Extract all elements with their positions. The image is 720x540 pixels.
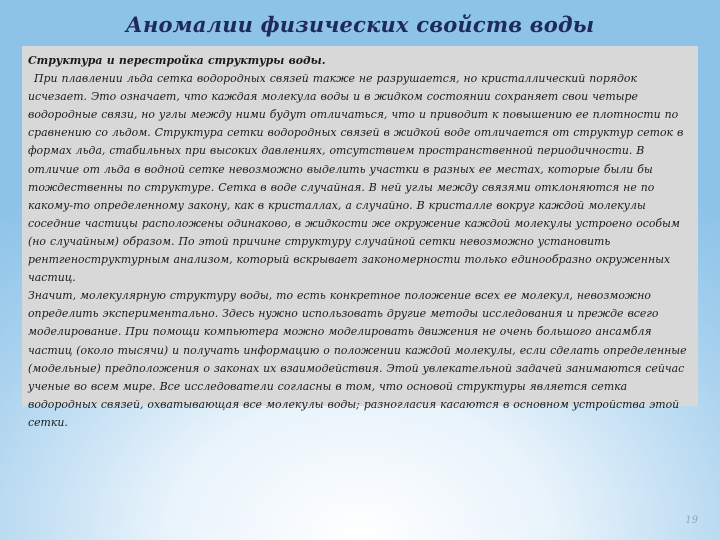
slide-title: Аномалии физических свойств воды xyxy=(125,12,595,37)
section-heading: Структура и перестройка структуры воды. xyxy=(28,54,326,67)
page-number: 19 xyxy=(685,515,698,526)
slide-body xyxy=(28,52,688,432)
paragraph-1: При плавлении льда сетка водородных связей также не разрушается, но кристаллический порядок исчезает. Это означает, что каждая молекула воды и в жидком состоянии сохраняет свои четыре водородные связи, но углы между ними будут отличаться, что и приводит к повышению ее плотности по сравнению со льдом. Структура сетки водородных связей в жидкой воде отличается от структур сеток в формах льда, стабильных при высоких давлениях, отсутствием пространственной периодичности. В отличие от льда в водной сетке невозможно выделить участки в разных ее местах, которые были бы тождественны по структуре. Сетка в воде случайная. В ней углы между связями отклоняются не по какому-то определенному закону, как в кристаллах, а случайно. В кристалле вокруг каждой молекулы соседние частицы расположены одинаково, в жидкости же окружение каждой молекулы устроено особым (но случайным) образом. По этой причине структуру случайной сетки невозможно установить рентгеноструктурным анализом, который вскрывает закономерности только единообразно окруженных частиц. xyxy=(28,72,684,285)
paragraph-2: Значит, молекулярную структуру воды, то есть конкретное положение всех ее молекул, невозможно определить экспериментально. Здесь нужно использовать другие методы исследования и прежде всего моделирование. При помощи компьютера можно моделировать движения не очень большого ансамбля частиц (около тысячи) и получать информацию о положении каждой молекулы, если сделать определенные (модельные) предположения о законах их взаимодействия. Этой увлекательной задачей занимаются сейчас ученые во всем мире. Все исследователи согласны в том, что основой структуры является сетка водородных связей, охватывающая все молекулы воды; разногласия касаются в основном устройства этой сетки. xyxy=(28,289,687,429)
